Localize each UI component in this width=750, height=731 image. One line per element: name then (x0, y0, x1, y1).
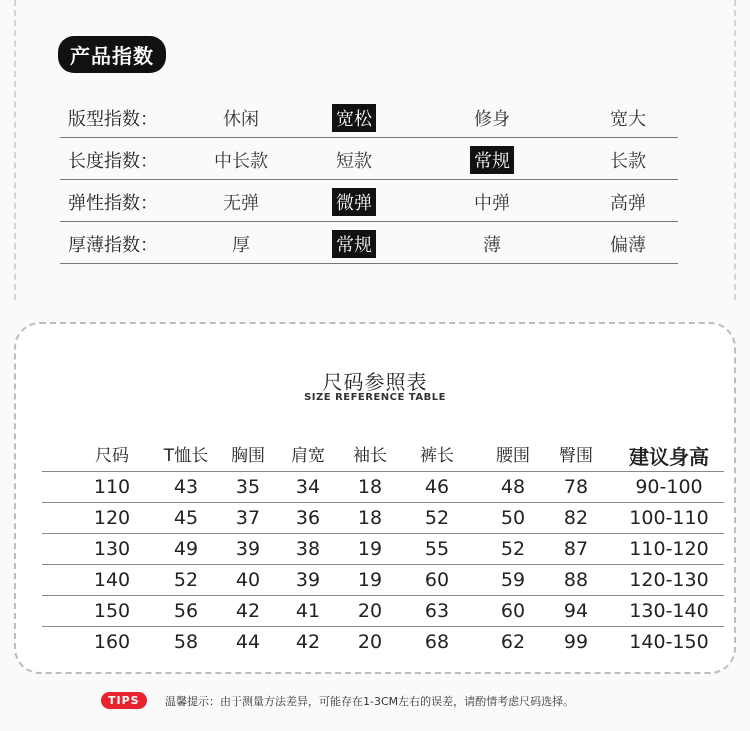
table-cell: 42 (295, 631, 321, 653)
column-header: 臀围 (559, 446, 593, 466)
table-cell: 62 (500, 631, 526, 653)
table-cell: 150 (93, 600, 131, 622)
table-cell: 50 (500, 507, 526, 529)
column-header: 腰围 (496, 446, 530, 466)
column-header: 建议身高 (629, 445, 709, 469)
index-row (60, 180, 678, 222)
table-cell: 35 (235, 476, 261, 498)
index-option: 中长款 (214, 151, 268, 172)
index-option: 薄 (483, 235, 501, 256)
table-cell: 63 (424, 600, 450, 622)
index-option: 休闲 (223, 109, 259, 130)
product-index-heading: 产品指数 (58, 36, 166, 73)
size-table-body (42, 471, 724, 657)
index-option: 偏薄 (610, 235, 646, 256)
index-option: 宽大 (610, 109, 646, 130)
index-row (60, 222, 678, 264)
index-option: 厚 (232, 235, 250, 256)
table-cell: 20 (357, 631, 383, 653)
table-cell: 55 (424, 538, 450, 560)
table-cell: 52 (500, 538, 526, 560)
table-cell: 140-150 (629, 631, 709, 653)
table-cell: 18 (357, 476, 383, 498)
table-cell: 94 (563, 600, 589, 622)
column-header: 袖长 (353, 446, 387, 466)
table-row (42, 564, 724, 595)
table-cell: 37 (235, 507, 261, 529)
index-option-selected: 常规 (470, 146, 514, 174)
index-option-selected: 常规 (332, 230, 376, 258)
index-label: 弹性指数： (68, 193, 158, 214)
table-cell: 36 (295, 507, 321, 529)
column-header: 裤长 (420, 446, 454, 466)
size-table-header (0, 441, 750, 471)
table-cell: 38 (295, 538, 321, 560)
index-option-selected: 宽松 (332, 104, 376, 132)
table-row (42, 471, 724, 502)
table-cell: 120-130 (629, 569, 709, 591)
index-option: 无弹 (223, 193, 259, 214)
table-cell: 60 (500, 600, 526, 622)
table-cell: 130 (93, 538, 131, 560)
table-cell: 40 (235, 569, 261, 591)
tips-text: 温馨提示：由于测量方法差异，可能存在1-3CM左右的误差，请酌情考虑尺码选择。 (165, 695, 575, 708)
table-row (42, 595, 724, 626)
table-cell: 56 (173, 600, 199, 622)
table-cell: 20 (357, 600, 383, 622)
table-cell: 110 (93, 476, 131, 498)
index-option: 长款 (610, 151, 646, 172)
table-cell: 19 (357, 569, 383, 591)
table-cell: 39 (295, 569, 321, 591)
table-cell: 52 (173, 569, 199, 591)
table-cell: 43 (173, 476, 199, 498)
table-cell: 46 (424, 476, 450, 498)
table-cell: 90-100 (635, 476, 703, 498)
index-option: 修身 (474, 109, 510, 130)
table-cell: 19 (357, 538, 383, 560)
table-row (42, 626, 724, 657)
table-row (42, 502, 724, 533)
index-option-selected: 微弹 (332, 188, 376, 216)
index-option: 短款 (336, 151, 372, 172)
table-cell: 39 (235, 538, 261, 560)
table-cell: 140 (93, 569, 131, 591)
product-index-table (60, 96, 678, 264)
table-row (42, 533, 724, 564)
table-cell: 88 (563, 569, 589, 591)
table-cell: 45 (173, 507, 199, 529)
table-cell: 34 (295, 476, 321, 498)
table-cell: 130-140 (629, 600, 709, 622)
table-cell: 48 (500, 476, 526, 498)
table-cell: 18 (357, 507, 383, 529)
size-table-subtitle: SIZE REFERENCE TABLE (304, 392, 446, 403)
table-cell: 100-110 (629, 507, 709, 529)
table-cell: 59 (500, 569, 526, 591)
table-cell: 99 (563, 631, 589, 653)
index-label: 长度指数： (68, 151, 158, 172)
table-cell: 44 (235, 631, 261, 653)
table-cell: 68 (424, 631, 450, 653)
table-cell: 110-120 (629, 538, 709, 560)
table-cell: 60 (424, 569, 450, 591)
table-cell: 120 (93, 507, 131, 529)
index-label: 版型指数： (68, 109, 158, 130)
column-header: 胸围 (231, 446, 265, 466)
table-cell: 41 (295, 600, 321, 622)
table-cell: 160 (93, 631, 131, 653)
tips-badge: TIPS (101, 692, 147, 709)
index-row (60, 138, 678, 180)
table-cell: 82 (563, 507, 589, 529)
table-cell: 42 (235, 600, 261, 622)
index-row (60, 96, 678, 138)
table-cell: 52 (424, 507, 450, 529)
column-header: T恤长 (163, 446, 209, 466)
index-label: 厚薄指数： (68, 235, 158, 256)
index-option: 中弹 (474, 193, 510, 214)
table-cell: 78 (563, 476, 589, 498)
table-cell: 87 (563, 538, 589, 560)
column-header: 尺码 (95, 446, 129, 466)
size-table-title: 尺码参照表 (322, 370, 428, 394)
index-option: 高弹 (610, 193, 646, 214)
table-cell: 49 (173, 538, 199, 560)
column-header: 肩宽 (291, 446, 325, 466)
table-cell: 58 (173, 631, 199, 653)
